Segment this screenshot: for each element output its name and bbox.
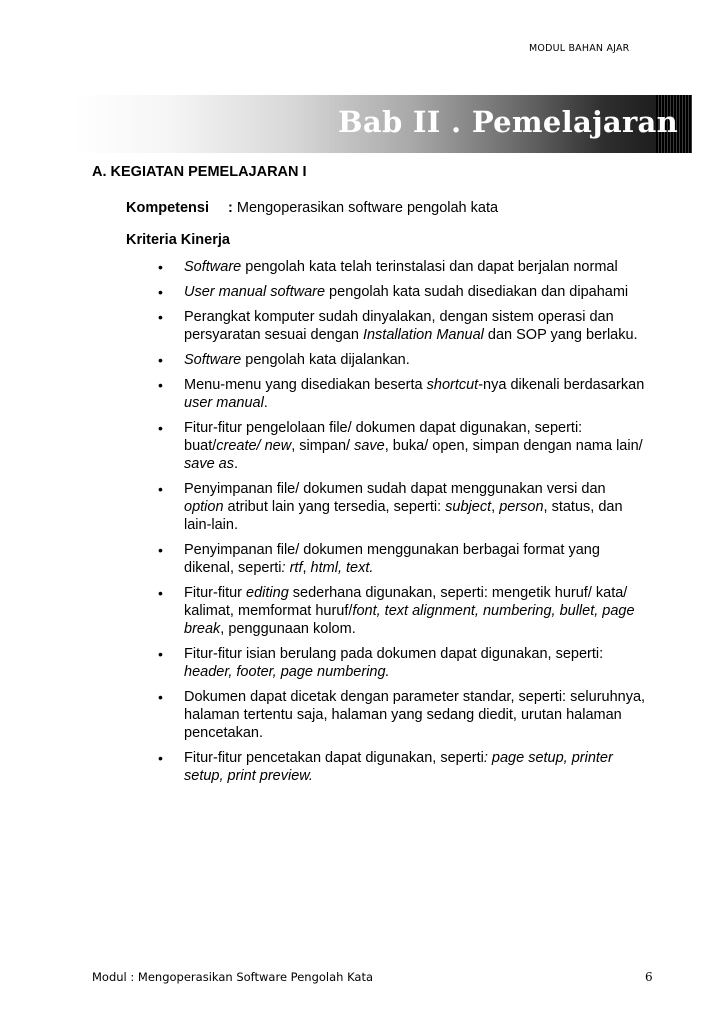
criteria-italic-text: : page setup, printer setup, print preview. (184, 750, 613, 784)
bullet-icon: • (158, 689, 163, 705)
criteria-italic-text: save as (184, 456, 234, 472)
bullet-icon: • (158, 352, 163, 368)
kompetensi-colon: : (228, 200, 233, 216)
bullet-icon: • (158, 481, 163, 497)
criteria-text: , (302, 560, 311, 576)
criteria-italic-text: save (354, 438, 385, 454)
bullet-icon: • (158, 377, 163, 393)
criteria-italic-text: : rtf (281, 560, 303, 576)
criteria-italic-text: person (499, 499, 544, 515)
criteria-italic-text: html, text. (310, 560, 374, 576)
section-heading: A. KEGIATAN PEMELAJARAN I (92, 164, 307, 180)
criteria-italic-text: subject (445, 499, 492, 515)
bullet-icon: • (158, 284, 163, 300)
criteria-text: . (233, 456, 239, 472)
criteria-item (0, 308, 646, 344)
criteria-italic-text: font, text alignment, numbering, bullet, page break (184, 603, 635, 637)
bullet-icon: • (158, 309, 163, 325)
criteria-italic-text: Installation Manual (362, 327, 484, 343)
criteria-item (0, 376, 646, 412)
criteria-text: -nya dikenali berdasarkan (478, 377, 645, 393)
chapter-banner (72, 95, 692, 153)
bullet-icon: • (158, 646, 163, 662)
criteria-item (0, 419, 646, 473)
criteria-text: Menu-menu yang disediakan beserta (184, 377, 427, 393)
criteria-text: pengolah kata telah terinstalasi dan dapat berjalan normal (241, 259, 618, 275)
criteria-item (0, 688, 646, 742)
kompetensi-value: Mengoperasikan software pengolah kata (236, 200, 499, 216)
bullet-icon: • (158, 542, 163, 558)
criteria-item (0, 283, 646, 301)
criteria-list (0, 258, 728, 792)
page-number: 6 (645, 970, 653, 984)
criteria-text: , penggunaan kolom. (220, 621, 356, 637)
bullet-icon: • (158, 585, 163, 601)
kompetensi-line (126, 200, 498, 216)
criteria-italic-text: create/ new (216, 438, 292, 454)
criteria-item (0, 584, 646, 638)
criteria-text: Dokumen dapat dicetak dengan parameter standar, seperti: seluruhnya, halaman tertentu saja, halaman yang sedang diedit, urutan halaman pencetakan. (184, 689, 646, 741)
criteria-text: dan SOP yang berlaku. (483, 327, 638, 343)
chapter-title: Bab II . Pemelajaran (338, 105, 678, 139)
criteria-text: pengolah kata dijalankan. (241, 352, 410, 368)
criteria-text: Penyimpanan file/ dokumen menggunakan berbagai format yang dikenal, seperti (184, 542, 600, 576)
criteria-item (0, 351, 646, 369)
criteria-item (0, 645, 646, 681)
criteria-item (0, 258, 646, 276)
running-header: MODUL BAHAN AJAR (529, 43, 630, 54)
kompetensi-label: Kompetensi (126, 200, 209, 216)
criteria-italic-text: editing (246, 585, 289, 601)
criteria-text: , simpan/ (291, 438, 355, 454)
criteria-item (0, 749, 646, 785)
criteria-italic-text: User manual software (184, 284, 326, 300)
criteria-italic-text: shortcut (426, 377, 479, 393)
criteria-italic-text: Software (184, 259, 242, 275)
criteria-text: atribut lain yang tersedia, seperti: (223, 499, 446, 515)
bullet-icon: • (158, 259, 163, 275)
criteria-text: Fitur-fitur isian berulang pada dokumen dapat digunakan, seperti: (184, 646, 604, 662)
criteria-text: pengolah kata sudah disediakan dan dipahami (325, 284, 629, 300)
criteria-text: , status, dan lain-lain. (184, 499, 623, 533)
kriteria-heading: Kriteria Kinerja (126, 232, 230, 248)
criteria-text: . (263, 395, 268, 411)
bullet-icon: • (158, 750, 163, 766)
criteria-text: , buka/ open, simpan dengan nama lain/ (384, 438, 643, 454)
bullet-icon: • (158, 420, 163, 436)
criteria-item (0, 541, 646, 577)
criteria-italic-text: header, footer, page numbering. (184, 664, 390, 680)
criteria-text: , (491, 499, 500, 515)
criteria-text: Fitur-fitur pengelolaan file/ dokumen dapat digunakan, seperti: buat/ (184, 420, 583, 454)
footer-module-title: Modul : Mengoperasikan Software Pengolah Kata (92, 970, 374, 984)
criteria-italic-text: Software (184, 352, 242, 368)
criteria-italic-text: user manual (184, 395, 264, 411)
criteria-text: Fitur-fitur pencetakan dapat digunakan, seperti (184, 750, 484, 766)
criteria-italic-text: option (184, 499, 224, 515)
criteria-text: Fitur-fitur (184, 585, 247, 601)
criteria-text: sederhana digunakan, seperti: mengetik huruf/ kata/ kalimat, memformat huruf/ (184, 585, 628, 619)
criteria-text: Penyimpanan file/ dokumen sudah dapat menggunakan versi dan (184, 481, 606, 497)
criteria-item (0, 480, 646, 534)
criteria-text: Perangkat komputer sudah dinyalakan, dengan sistem operasi dan persyaratan sesuai dengan (184, 309, 614, 343)
